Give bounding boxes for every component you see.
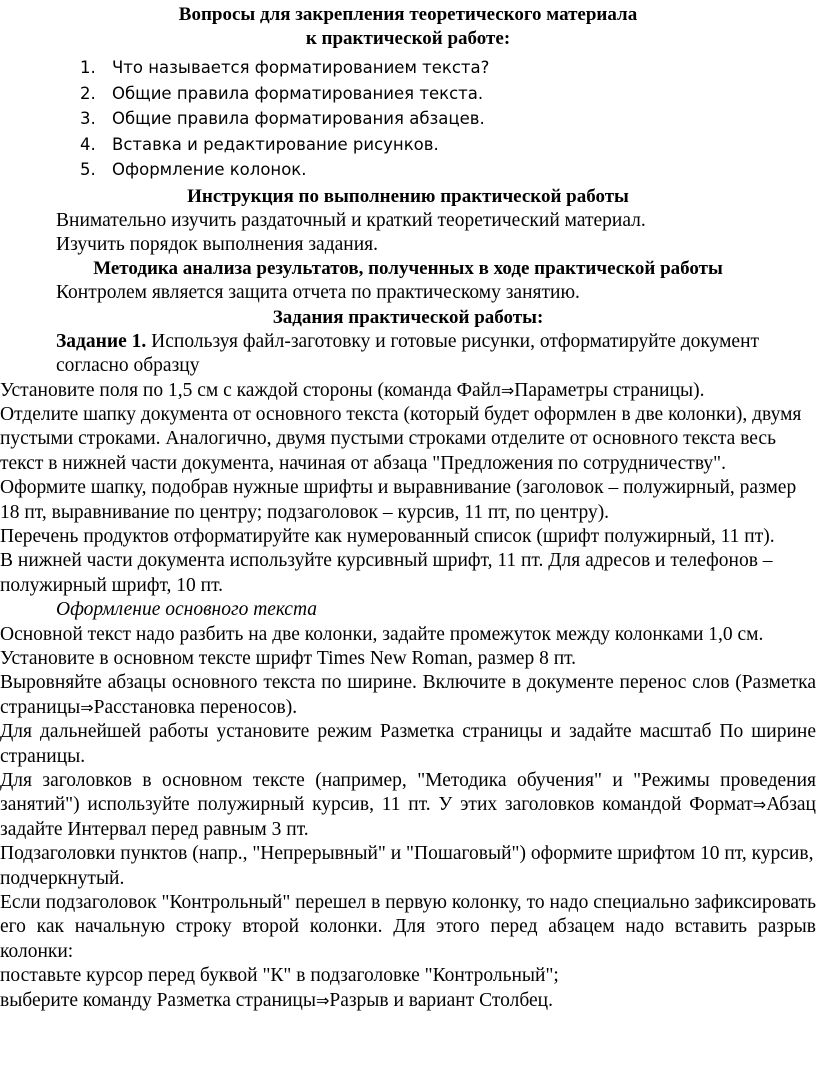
title-line-1: Вопросы для закрепления теоретического материала	[178, 4, 638, 25]
instruction-line: Изучить порядок выполнения задания.	[56, 233, 379, 255]
paragraph-mode: Для дальнейшей работы установите режим Разметка страницы и задайте масштаб По ширине страницы.	[0, 721, 816, 767]
main-text-heading: Оформление основного текста	[56, 599, 318, 621]
paragraph-control: Если подзаголовок "Контрольный" перешел в первую колонку, то надо специально зафиксировать его как начальную строку второй колонки. Для этого перед абзацем надо вставить разрыв колонки:	[0, 892, 816, 962]
tasks-heading: Задания практической работы:	[272, 306, 544, 328]
paragraph-header-separation: Отделите шапку документа от основного текста (который будет оформлен в две колонки), двумя пустыми строками. Аналогично, двумя пустыми строками отделите от основного текста весь текст в нижней части документа, начиная от абзаца "Предложения по сотрудничеству".	[0, 403, 802, 474]
paragraph-header-format: Оформите шапку, подобрав нужные шрифты и выравнивание (заголовок – полужирный, размер 18 пт, выравнивание по центру; подзаголовок – курсив, 11 пт, по центру).	[0, 477, 797, 523]
arrow-icon: ⇒	[752, 795, 767, 815]
task-1-text: Используя файл-заготовку и готовые рисунки, отформатируйте документ согласно образцу	[56, 330, 760, 377]
paragraph-columns: Основной текст надо разбить на две колонки, задайте промежуток между колонками 1,0 см.	[0, 623, 764, 645]
paragraph-subheadings: Подзаголовки пунктов (напр., "Непрерывный" и "Пошаговый") оформите шрифтом 10 пт, курсив, подчеркнутый.	[0, 843, 814, 889]
arrow-icon: ⇒	[500, 380, 515, 400]
paragraph-margins: Установите поля по 1,5 см с каждой стороны (команда Файл⇒Параметры страницы).	[0, 379, 705, 401]
list-item: 1. Что называется форматированием текста?	[80, 58, 490, 77]
method-heading: Методика анализа результатов, полученных в ходе практической работы	[93, 258, 723, 280]
instruction-line: Внимательно изучить раздаточный и краткий теоретический материал.	[56, 209, 646, 231]
list-item: 5. Оформление колонок.	[80, 160, 307, 179]
paragraph-justify: Выровняйте абзацы основного текста по ширине. Включите в документе перенос слов (Разметка страницы⇒Расстановка переносов).	[0, 672, 816, 718]
paragraph-command: выберите команду Разметка страницы⇒Разрыв и вариант Столбец.	[0, 989, 553, 1011]
title-line-2: к практической работе:	[305, 28, 511, 49]
method-text: Контролем является защита отчета по практическому занятию.	[56, 282, 580, 304]
paragraph-cursor: поставьте курсор перед буквой "К" в подзаголовке "Контрольный";	[0, 965, 559, 987]
paragraph-bottom: В нижней части документа используйте курсивный шрифт, 11 пт. Для адресов и телефонов – полужирный шрифт, 10 пт.	[0, 550, 773, 596]
questions-list	[0, 55, 816, 183]
paragraph-font: Установите в основном тексте шрифт Times New Roman, размер 8 пт.	[0, 648, 577, 669]
list-item: 3. Общие правила форматирования абзацев.	[80, 109, 485, 128]
paragraph-headings: Для заголовков в основном тексте (например, "Методика обучения" и "Режимы проведения занятий") используйте полужирный курсив, 11 пт. У этих заголовков командой Формат⇒Абзац задайте Интервал перед равным 3 пт.	[0, 770, 816, 840]
task-1	[0, 330, 816, 379]
paragraph-products: Перечень продуктов отформатируйте как нумерованный список (шрифт полужирный, 11 пт).	[0, 525, 775, 547]
list-item: 4. Вставка и редактирование рисунков.	[80, 134, 439, 154]
task-1-label: Задание 1.	[56, 330, 147, 352]
list-item: 2. Общие правила форматированиея текста.	[80, 83, 484, 103]
instruction-heading: Инструкция по выполнению практической работы	[187, 185, 629, 207]
arrow-icon: ⇒	[80, 697, 94, 717]
arrow-icon: ⇒	[315, 990, 330, 1010]
